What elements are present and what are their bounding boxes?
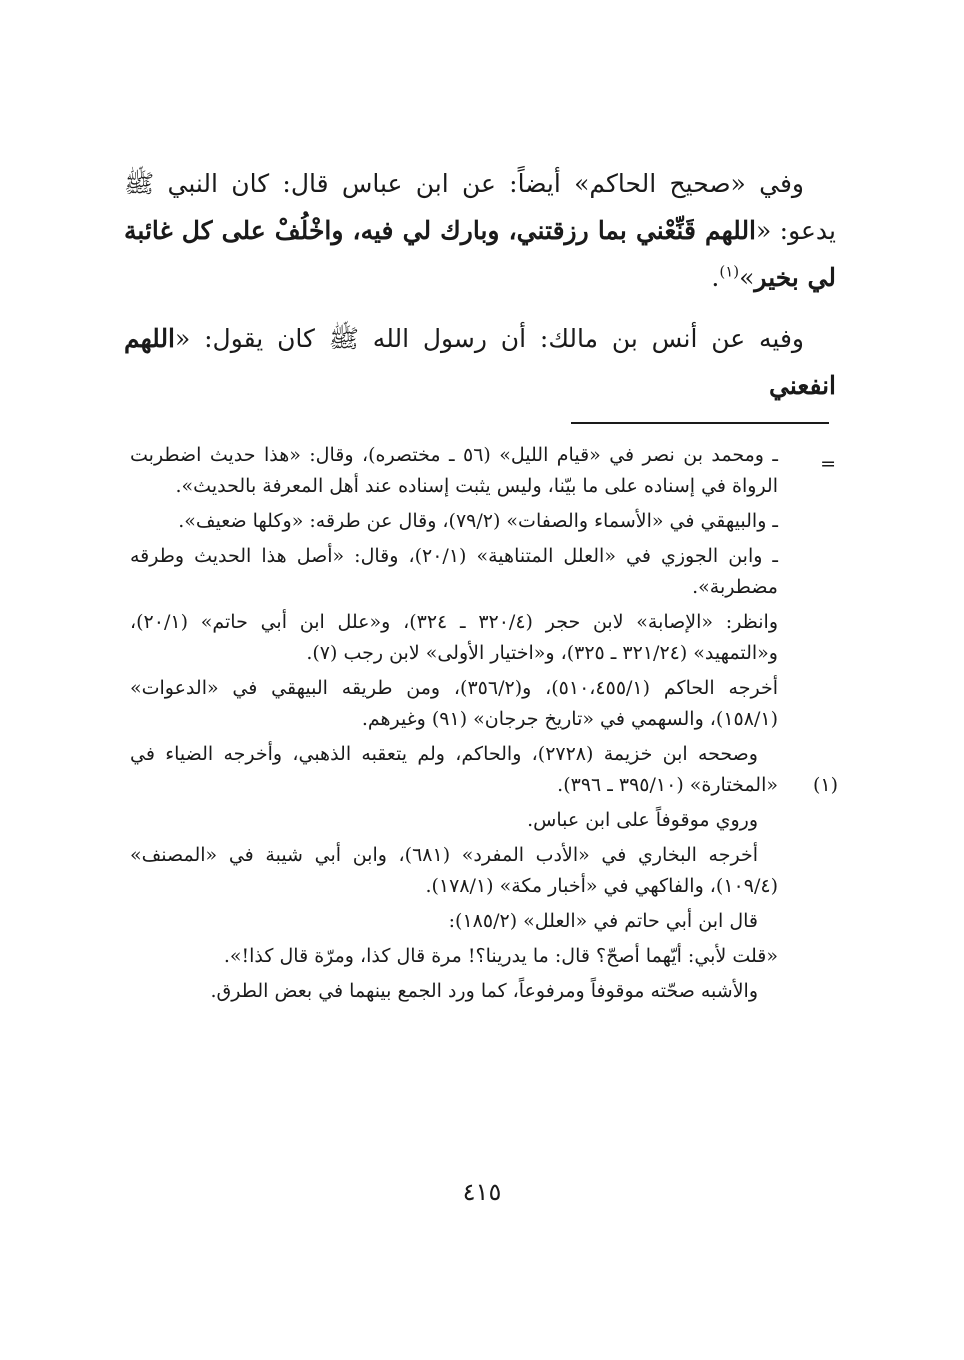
footnote-1-line: «قلت لأبي: أيّهما أصحّ؟ قال: ما يدرينا؟! مرة قال كذا، ومرّة قال كذا!». — [223, 945, 778, 967]
page-number: ٤١٥ — [462, 1178, 502, 1206]
footnote-1-line: وروي موقوفاً على ابن عباس. — [527, 809, 758, 831]
paragraph-intro: وفيه عن أنس بن مالك: أن رسول الله ﷺ كان يقول: « — [175, 324, 804, 353]
footnote-line: ـ وابن الجوزي في «العلل المتناهية» (٢٠/١)، وقال: «أصل هذا الحديث وطرقه مضطربة». — [130, 545, 779, 598]
continuation-mark: = — [820, 453, 836, 475]
quote-close: » — [739, 263, 755, 292]
paragraph-intro: وفي «صحيح الحاكم» أيضاً: عن ابن عباس قال: كان النبي ﷺ يدعو: « — [124, 169, 837, 245]
footnote-1-line: قال ابن أبي حاتم في «العلل» (١٨٥/٢): — [448, 910, 758, 932]
footnote-1-line: وصححه ابن خزيمة (٢٧٢٨)، والحاكم، ولم يتعقبه الذهبي، وأخرجه الضياء في «المختارة» (٣٩٥/١٠ ـ ٣٩٦). — [130, 743, 778, 796]
footnotes — [130, 440, 778, 1011]
footnote-line: وانظر: «الإصابة» لابن حجر (٣٢٠/٤ ـ ٣٢٤)، و«علل ابن أبي حاتم» (٢٠/١)، و«التمهيد» (٣٢١/٢٤ ـ ٣٢٥)، و«اختيار الأولى» لابن رجب (٧). — [130, 611, 779, 664]
paragraph-ibn-abbas — [124, 160, 836, 301]
footnote-line: ـ ومحمد بن نصر في «قيام الليل» (٥٦ ـ مختصره)، وقال: «هذا حديث اضطربت الرواة في إسناده على ما بيّنا، وليس يثبت إسناده عند أهل المعرفة بالحديث». — [130, 444, 778, 497]
footnote-1-line: أخرجه الحاكم (٥١٠،٤٥٥/١)، و(٣٥٦/٢)، ومن طريقه البيهقي في «الدعوات» (١٥٨/١)، والسهمي في «تاريخ جرجان» (٩١) وغيرهم. — [130, 677, 778, 730]
footnote-number: (١) — [812, 774, 838, 796]
footnote-divider — [571, 422, 829, 424]
dua-text: اللهم انفعني — [124, 324, 836, 400]
paragraph-anas — [124, 315, 836, 409]
footnote-ref[interactable]: (١) — [719, 262, 740, 281]
footnote-1-line: أخرجه البخاري في «الأدب المفرد» (٦٨١)، وابن أبي شيبة في «المصنف» (١٠٩/٤)، والفاكهي في «أخبار مكة» (١٧٨/١). — [130, 844, 778, 897]
sentence-end: . — [711, 263, 720, 292]
footnote-1-line: والأشبه صحّته موقوفاً ومرفوعاً، كما ورد الجمع بينهما في بعض الطرق. — [210, 980, 758, 1002]
footnote-line: ـ والبيهقي في «الأسماء والصفات» (٧٩/٢)، وقال عن طرقه: «وكلها ضعيف». — [178, 510, 778, 532]
main-text — [124, 160, 836, 409]
dua-text: اللهم قَنِّعْني بما رزقتني، وبارك لي فيه، واخْلُفْ على كل غائبة لي بخير — [124, 216, 836, 292]
